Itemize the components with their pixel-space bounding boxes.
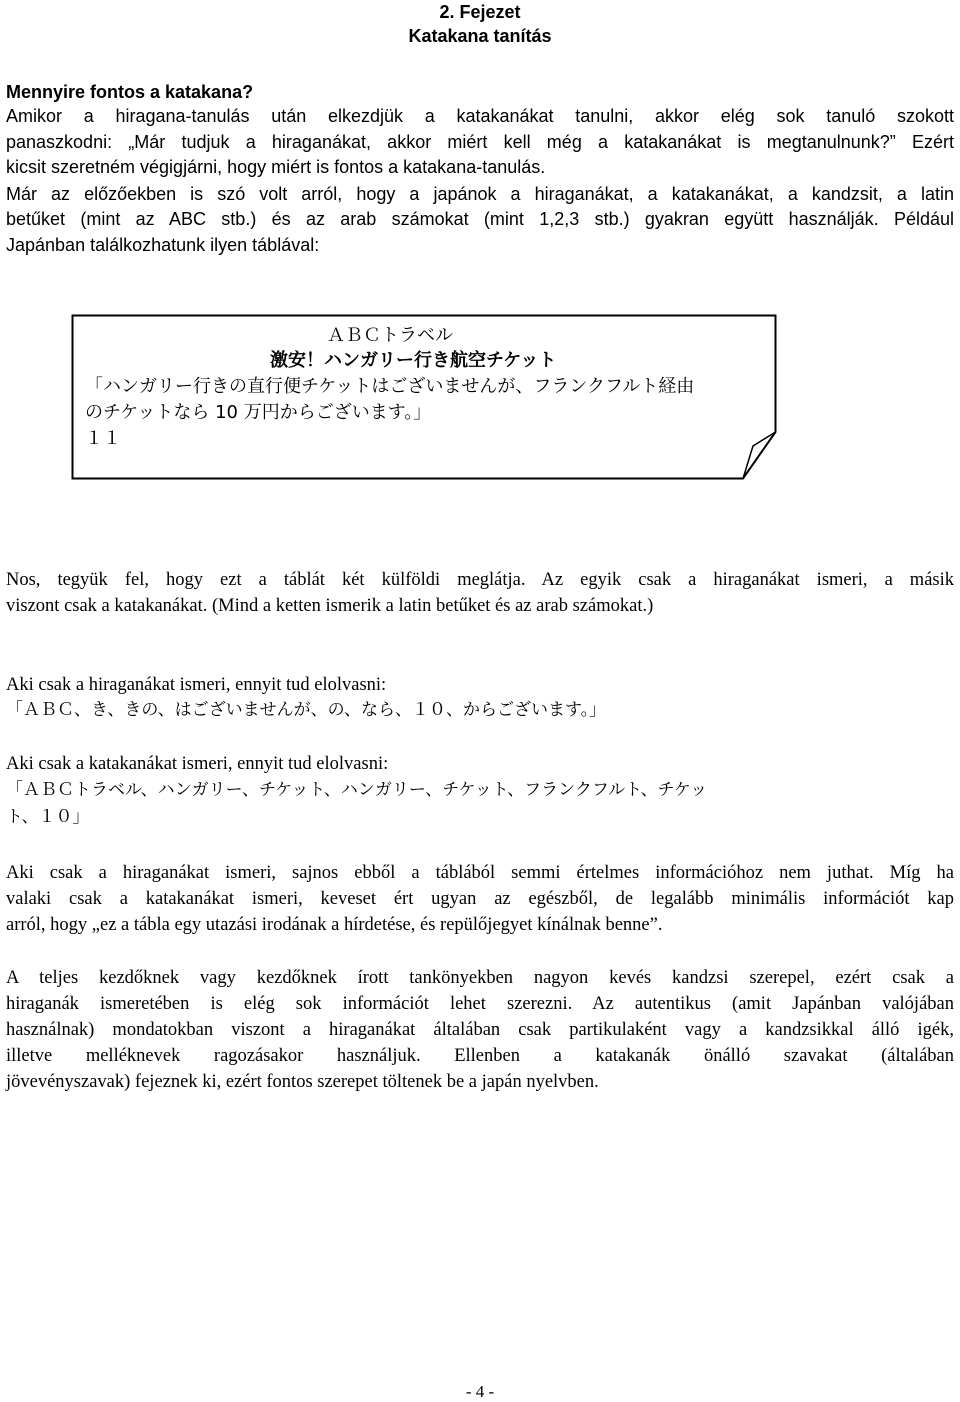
- para3-line-2: valaki csak a katakanákat ismeri, keveset ért ugyan az egészből, de legalább minimális információt kap: [6, 889, 954, 909]
- intro-line-6: Japánban találkozhatunk ilyen táblával:: [6, 235, 320, 255]
- para3-line-3: arról, hogy „ez a tábla egy utazási irodának a hírdetése, és repülőjegyet kínálnak benne”.: [6, 915, 663, 935]
- katakana-reader-label: Aki csak a katakanákat ismeri, ennyit tud elolvasni:: [6, 754, 389, 774]
- chapter-number: 2. Fejezet: [439, 2, 521, 22]
- katakana-reader-text-line-2: ト、１０」: [6, 807, 90, 827]
- intro-line-1: Amikor a hiragana-tanulás után elkezdjük a katakanákat tanulni, akkor elég sok tanuló szokott: [6, 106, 954, 126]
- para4-line-3: használnak) mondatokban viszont a hiraganákat általában csak partikulaként vagy a kandzsikkal álló igék,: [6, 1020, 954, 1040]
- hiragana-reader-text: 「ＡＢＣ、き、きの、はございませんが、の、なら、１０、からございます。」: [6, 700, 607, 720]
- para4-line-1: A teljes kezdőknek vagy kezdőknek írott tankönyekben nagyon kevés kandzsi szerepel, ezért csak a: [6, 968, 954, 988]
- katakana-reader-text-line-1: 「ＡＢＣトラベル、ハンガリー、チケット、ハンガリー、チケット、フランクフルト、チケッ: [6, 780, 708, 800]
- sign-headline: 激安！ハンガリー行き航空チケット: [270, 350, 557, 371]
- section-heading: Mennyire fontos a katakana?: [6, 82, 254, 102]
- para3-line-1: Aki csak a hiraganákat ismeri, sajnos ebből a táblából semmi értelmes információhoz nem juthat. Míg ha: [6, 863, 954, 883]
- para4-line-5: jövevényszavak) fejeznek ki, ezért fontos szerepet töltenek be a japán nyelvben.: [6, 1072, 599, 1092]
- intro-line-3: kicsit szeretném végigjárni, hogy miért is fontos a katakana-tanulás.: [6, 157, 546, 177]
- para2-line-2: viszont csak a katakanákat. (Mind a ketten ismerik a latin betűket és az arab számokat.): [6, 596, 654, 616]
- para2-line-1: Nos, tegyük fel, hogy ezt a táblát két külföldi meglátja. Az egyik csak a hiraganákat ismeri, a másik: [6, 570, 954, 590]
- travel-sign-box: [71, 314, 777, 480]
- sign-agency-name: ＡＢＣトラベル: [327, 325, 453, 346]
- sign-footer-number: １１: [85, 428, 121, 449]
- chapter-title: Katakana tanítás: [408, 26, 552, 46]
- intro-line-5: betűket (mint az ABC stb.) és az arab számokat (mint 1,2,3 stb.) gyakran együtt használják. Például: [6, 209, 954, 229]
- para4-line-4: illetve melléknevek ragozásakor használjuk. Ellenben a katakanák önálló szavakat (általában: [6, 1046, 954, 1066]
- hiragana-reader-label: Aki csak a hiraganákat ismeri, ennyit tud elolvasni:: [6, 675, 387, 695]
- sign-body-line-1: 「ハンガリー行きの直行便チケットはございませんが、フランクフルト経由: [85, 376, 695, 397]
- para4-line-2: hiraganák ismeretében is elég sok információt lehet szerezni. Az autentikus (amit Japánban valójában: [6, 994, 954, 1014]
- page-number: - 4 -: [465, 1382, 495, 1401]
- sign-body-line-2: のチケットなら 10 万円からございます。」: [85, 402, 432, 423]
- intro-line-4: Már az előzőekben is szó volt arról, hogy a japánok a hiraganákat, a katakanákat, a kandzsit, a latin: [6, 184, 954, 204]
- intro-line-2: panaszkodni: „Már tudjuk a hiraganákat, akkor miért kell még a katakanákat is megtanulnunk?” Ezért: [6, 132, 954, 152]
